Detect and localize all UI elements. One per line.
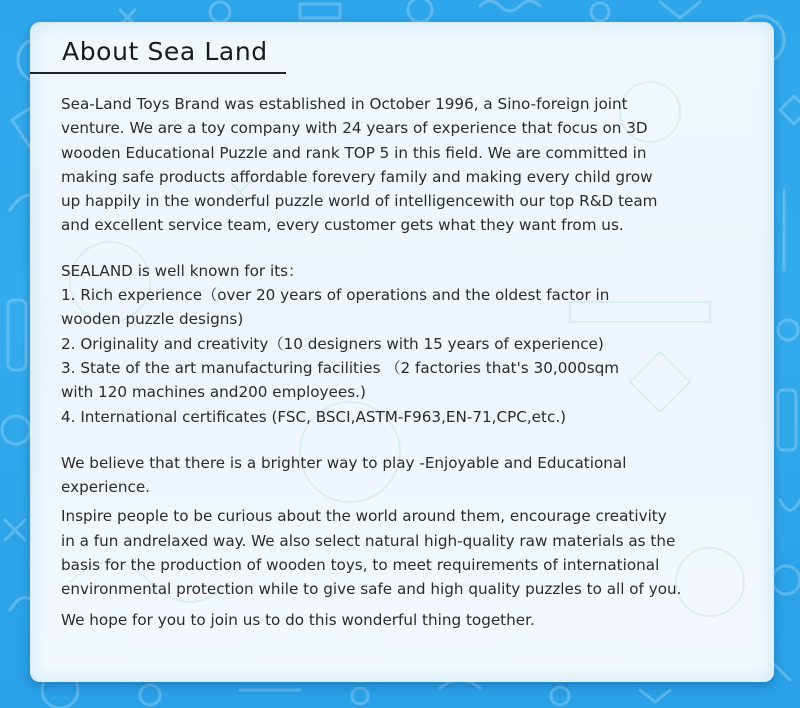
intro-line: and excellent service team, every customer gets what they want from us. <box>61 216 624 235</box>
intro-line: making safe products affordable forevery family and making every child grow <box>61 167 653 186</box>
believe-paragraph <box>61 451 761 500</box>
known-for-item: 1. Rich experience（over 20 years of operations and the oldest factor in <box>61 286 610 305</box>
about-card <box>30 22 774 682</box>
intro-line: wooden Educational Puzzle and rank TOP 5 in this field. We are committed in <box>61 143 647 162</box>
believe-line: We believe that there is a brighter way to play -Enjoyable and Educational <box>61 453 627 472</box>
known-for-section <box>61 259 761 429</box>
about-content <box>61 92 761 632</box>
intro-line: Sea-Land Toys Brand was established in October 1996, a Sino-foreign joint <box>61 95 628 113</box>
intro-line: up happily in the wonderful puzzle world of intelligencewith our top R&D team <box>61 192 658 211</box>
hope-paragraph <box>61 608 761 632</box>
known-for-item: 2. Originality and creativity（10 designers with 15 years of experience) <box>61 334 604 353</box>
hope-line: We hope for you to join us to do this wonderful thing together. <box>61 610 535 629</box>
inspire-paragraph <box>61 504 761 601</box>
believe-line: experience. <box>61 478 151 497</box>
inspire-line: basis for the production of wooden toys, to meet requirements of international <box>61 556 660 575</box>
known-for-heading: SEALAND is well known for its： <box>61 261 304 280</box>
inspire-line: in a fun andrelaxed way. We also select natural high-quality raw materials as the <box>61 531 676 550</box>
intro-line: venture. We are a toy company with 24 years of experience that focus on 3D <box>61 119 648 138</box>
known-for-item-continued: wooden puzzle designs) <box>61 310 244 329</box>
inspire-line: Inspire people to be curious about the world around them, encourage creativity <box>61 507 667 526</box>
known-for-item-continued: with 120 machines and200 employees.) <box>61 383 366 402</box>
intro-paragraph <box>61 92 761 238</box>
inspire-line: environmental protection while to give safe and high quality puzzles to all of you. <box>61 580 682 599</box>
known-for-item: 4. International certificates (FSC, BSCI,ASTM-F963,EN-71,CPC,etc.) <box>61 407 567 426</box>
title-underline <box>30 36 286 74</box>
known-for-item: 3. State of the art manufacturing facilities （2 factories that's 30,000sqm <box>61 358 620 377</box>
page-title: About Sea Land <box>62 37 268 66</box>
